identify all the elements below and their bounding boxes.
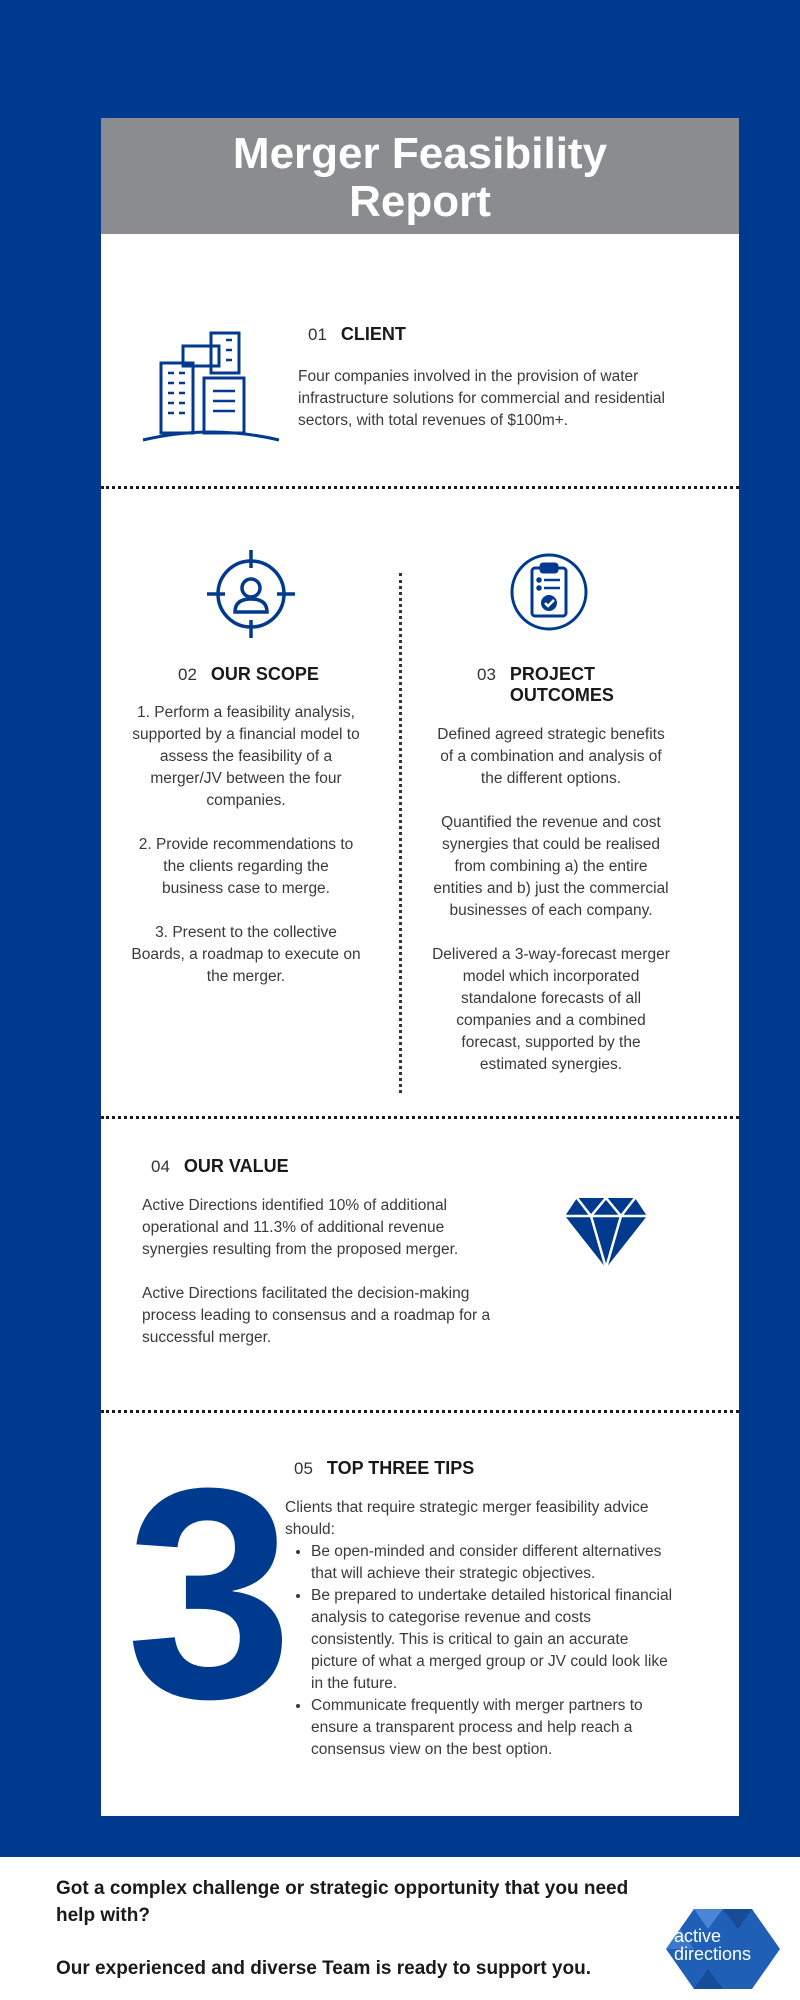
- outcomes-heading: 03 PROJECT OUTCOMES: [477, 664, 614, 705]
- report-header: [101, 118, 739, 234]
- list-item: • Communicate frequently with merger partners to ensure a transparent process and help reach a consensus view on the best option.: [311, 1695, 675, 1761]
- report-card: [101, 118, 739, 1816]
- footer-question: Got a complex challenge or strategic opportunity that you need help with?: [56, 1878, 629, 1926]
- scope-list: [131, 702, 361, 988]
- clipboard-check-icon: [509, 552, 589, 632]
- logo-text-line1: active: [674, 1926, 722, 1946]
- tips-intro: Clients that require strategic merger feasibility advice should:: [285, 1499, 649, 1538]
- list-item: 1. Perform a feasibility analysis, supported by a financial model to assess the feasibility of a merger/JV between the four companies.: [132, 704, 360, 809]
- list-item: • Be open-minded and consider different alternatives that will achieve their strategic objectives.: [311, 1541, 675, 1585]
- column-divider: [399, 573, 402, 1093]
- list-item: Quantified the revenue and cost synergies that could be realised from combining a) the entire entities and b) just the commercial businesses of each company.: [433, 814, 669, 919]
- outcomes-list: [431, 724, 671, 1076]
- value-paragraph: Active Directions identified 10% of additional operational and 11.3% of additional revenue synergies resulting from the proposed merger.: [142, 1197, 459, 1258]
- client-text: Four companies involved in the provision of water infrastructure solutions for commercial and residential sectors, with total revenues of $100m+.: [298, 368, 665, 429]
- value-paragraph: Active Directions facilitated the decision-making process leading to consensus and a roadmap for a successful merger.: [142, 1285, 491, 1346]
- big-number-three: 3: [126, 1425, 293, 1761]
- target-person-icon: [205, 548, 297, 640]
- value-text: [142, 1195, 502, 1349]
- list-item: Defined agreed strategic benefits of a combination and analysis of the different options.: [437, 726, 665, 787]
- footer: [0, 1857, 800, 2000]
- tips-heading: 05 TOP THREE TIPS: [294, 1458, 475, 1478]
- scope-heading: 02 OUR SCOPE: [178, 664, 319, 684]
- buildings-icon: [141, 328, 281, 443]
- list-item: Delivered a 3-way-forecast merger model which incorporated standalone forecasts of all companies and a combined forecast, supported by the estimated synergies.: [432, 946, 670, 1073]
- active-directions-logo: [664, 1907, 782, 1991]
- value-heading: 04 OUR VALUE: [151, 1156, 289, 1176]
- tips-list: [285, 1541, 675, 1761]
- client-heading: 01 CLIENT: [308, 324, 406, 344]
- tips-text: [285, 1497, 675, 1761]
- list-item: • Be prepared to undertake detailed historical financial analysis to categorise revenue and costs consistently. This is critical to gain an accurate picture of what a merged group or JV could look like in the future.: [311, 1585, 675, 1695]
- page-title: Merger Feasibility Report: [232, 129, 608, 226]
- section-divider: [101, 486, 739, 489]
- list-item: 2. Provide recommendations to the clients regarding the business case to merge.: [138, 836, 354, 897]
- logo-text-line2: directions: [674, 1944, 752, 1964]
- footer-statement: Our experienced and diverse Team is ready to support you.: [56, 1958, 591, 1979]
- diamond-icon: [563, 1196, 649, 1270]
- section-divider: [101, 1116, 739, 1119]
- list-item: 3. Present to the collective Boards, a roadmap to execute on the merger.: [131, 924, 361, 985]
- section-divider: [101, 1410, 739, 1413]
